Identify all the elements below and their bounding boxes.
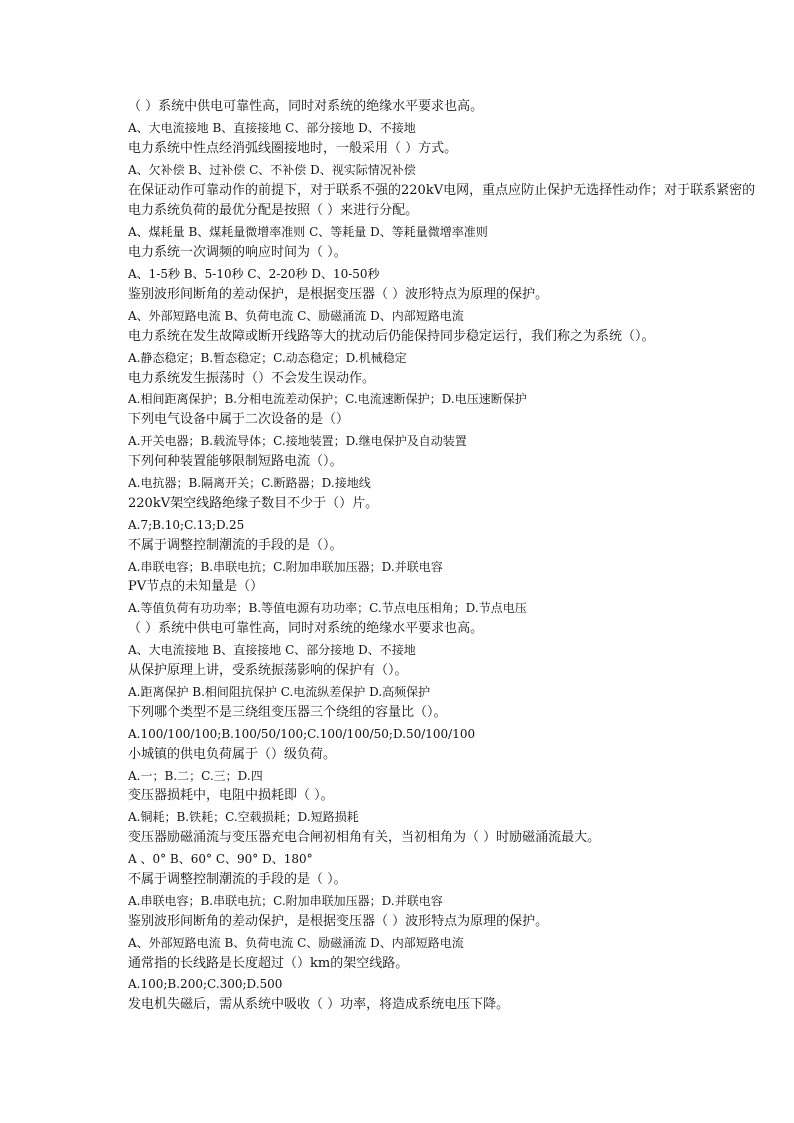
question-text: 不属于调整控制潮流的手段的是（）。 xyxy=(128,537,343,553)
question-text: 下列何种装置能够限制短路电流（）。 xyxy=(128,454,343,470)
question-text: 电力系统中性点经消弧线圈接地时，一般采用（ ）方式。 xyxy=(128,140,458,156)
answer-options: A.电抗器；B.隔离开关；C.断路器；D.接地线 xyxy=(128,476,371,491)
answer-options: A.铜耗；B.铁耗；C.空载损耗；D.短路损耗 xyxy=(128,810,359,825)
question-text: 在保证动作可靠动作的前提下，对于联系不强的220kV电网，重点应防止保护无选择性动作；对于联系紧密的 xyxy=(128,182,756,198)
question-text: （ ）系统中供电可靠性高，同时对系统的绝缘水平要求也高。 xyxy=(128,99,484,114)
answer-options: A.100/100/100;B.100/50/100;C.100/100/50;D.50/100/100 xyxy=(128,726,476,741)
answer-options: A.串联电容；B.串联电抗；C.附加串联加压器；D.并联电容 xyxy=(128,559,443,574)
question-text: 通常指的长线路是长度超过（）km的架空线路。 xyxy=(128,955,409,971)
question-text: 下列电气设备中属于二次设备的是（） xyxy=(128,412,350,428)
answer-options: A、煤耗量 B、煤耗量微增率准则 C、等耗量 D、等耗量微增率准则 xyxy=(128,225,488,240)
answer-options: A.100;B.200;C.300;D.500 xyxy=(128,977,283,992)
question-text: 鉴别波形间断角的差动保护，是根据变压器（ ）波形特点为原理的保护。 xyxy=(128,913,549,929)
answer-options: A、大电流接地 B、直接接地 C、部分接地 D、不接地 xyxy=(128,120,416,135)
answer-options: A、大电流接地 B、直接接地 C、部分接地 D、不接地 xyxy=(128,643,416,658)
question-text: 从保护原理上讲，受系统振荡影响的保护有（）。 xyxy=(128,663,408,679)
question-text: 发电机失磁后，需从系统中吸收（ ）功率，将造成系统电压下降。 xyxy=(128,997,510,1013)
question-text: 不属于调整控制潮流的手段的是（ ）。 xyxy=(128,871,347,887)
answer-options: A、1-5秒 B、5-10秒 C、2-20秒 D、10-50秒 xyxy=(128,267,380,282)
answer-options: A.7;B.10;C.13;D.25 xyxy=(128,517,245,532)
question-text: 下列哪个类型不是三绕组变压器三个绕组的容量比（）。 xyxy=(128,704,447,720)
answer-options: A.开关电器；B.载流导体；C.接地装置；D.继电保护及自动装置 xyxy=(128,434,467,449)
question-text: （ ）系统中供电可靠性高，同时对系统的绝缘水平要求也高。 xyxy=(128,621,484,637)
question-text: 电力系统发生振荡时（）不会发生误动作。 xyxy=(128,370,376,386)
answer-options: A.一；B.二；C.三；D.四 xyxy=(128,768,263,783)
question-text: 电力系统一次调频的响应时间为（ ）。 xyxy=(128,245,347,261)
question-text: 220kV架空线路绝缘子数目不少于（）片。 xyxy=(128,495,379,511)
question-text: 小城镇的供电负荷属于（）级负荷。 xyxy=(128,746,337,762)
answer-options: A.静态稳定；B.暂态稳定；C.动态稳定；D.机械稳定 xyxy=(128,350,407,365)
answer-options: A.等值负荷有功功率；B.等值电源有功功率；C.节点电压相角；D.节点电压 xyxy=(128,601,527,616)
answer-options: A、欠补偿 B、过补偿 C、不补偿 D、视实际情况补偿 xyxy=(128,162,416,177)
question-text: 鉴别波形间断角的差动保护，是根据变压器（ ）波形特点为原理的保护。 xyxy=(128,287,549,303)
question-text: 电力系统在发生故障或断开线路等大的扰动后仍能保持同步稳定运行，我们称之为系统（）。 xyxy=(128,328,655,344)
question-text: 变压器损耗中，电阻中损耗即（ ）。 xyxy=(128,788,334,804)
answer-options: A.相间距离保护；B.分相电流差动保护；C.电流速断保护；D.电压速断保护 xyxy=(128,392,527,407)
answer-options: A 、0° B、60° C、90° D、180° xyxy=(128,852,313,867)
answer-options: A、外部短路电流 B、负荷电流 C、励磁涌流 D、内部短路电流 xyxy=(128,935,464,950)
document-body xyxy=(128,97,794,1016)
question-text: PV节点的未知量是（） xyxy=(128,579,264,595)
answer-options: A.距离保护 B.相间阻抗保护 C.电流纵差保护 D.高频保护 xyxy=(128,684,431,699)
answer-options: A.串联电容；B.串联电抗；C.附加串联加压器；D.并联电容 xyxy=(128,893,443,908)
question-text: 变压器励磁涌流与变压器充电合闸初相角有关，当初相角为（ ）时励磁涌流最大。 xyxy=(128,830,601,846)
answer-options: A、外部短路电流 B、负荷电流 C、励磁涌流 D、内部短路电流 xyxy=(128,308,464,323)
question-text: 电力系统负荷的最优分配是按照（ ）来进行分配。 xyxy=(128,203,419,219)
